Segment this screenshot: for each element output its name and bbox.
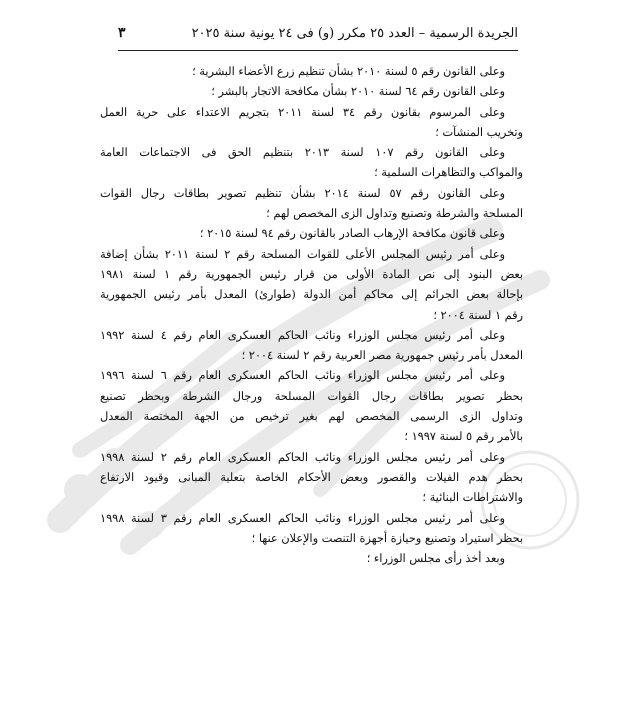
- paragraph-line: وعلى أمر رئيس مجلس الوزراء ونائب الحاكم العسكرى العام رقم ٦ لسنة ١٩٩٦: [100, 369, 505, 383]
- paragraph-line: بحظر هدم الفيلات والقصور وبعض الأحكام الخاصة بتعلية المبانى وقيود الارتفاع: [100, 470, 523, 484]
- paragraph-line: رقم ١ لسنة ٢٠٠٤ ؛: [433, 308, 523, 322]
- paragraph-line: وعلى القانون رقم ٥٧ لسنة ٢٠١٤ بشأن تنظيم تصوير بطاقات رجال القوات: [100, 186, 505, 200]
- paragraph-line: المعدل بأمر رئيس جمهورية مصر العربية رقم ٢ لسنة ٢٠٠٤ ؛: [241, 349, 523, 363]
- paragraph-line: والمواكب والتظاهرات السلمية ؛: [374, 166, 523, 180]
- document-body: [100, 62, 523, 569]
- paragraph-line: المسلحة والشرطة وتصنيع وتداول الزى المخصص لهم ؛: [266, 207, 523, 221]
- paragraph-line: وتخريب المنشآت ؛: [435, 125, 523, 139]
- page-header: [118, 26, 518, 46]
- paragraph-line: بإحالة بعض الجرائم إلى محاكم أمن الدولة (طوارئ) المعدل بأمر رئيس الجمهورية: [100, 288, 523, 302]
- paragraph-line: وعلى أمر رئيس مجلس الوزراء ونائب الحاكم العسكرى العام رقم ٢ لسنة ١٩٩٨: [100, 450, 505, 464]
- paragraph-line: وعلى القانون رقم ٦٤ لسنة ٢٠١٠ بشأن مكافحة الاتجار بالبشر ؛: [211, 85, 505, 99]
- paragraph-line: وعلى أمر رئيس المجلس الأعلى للقوات المسلحة رقم ٢ لسنة ٢٠١١ بشأن إضافة: [100, 247, 505, 261]
- paragraph-line: وعلى أمر رئيس مجلس الوزراء ونائب الحاكم العسكرى العام رقم ٤ لسنة ١٩٩٢: [100, 328, 505, 342]
- page-number: ٣: [118, 25, 126, 41]
- paragraph-line: والاشتراطات البنائية ؛: [422, 491, 523, 505]
- paragraph-line: وعلى أمر رئيس مجلس الوزراء ونائب الحاكم العسكرى العام رقم ٣ لسنة ١٩٩٨: [100, 511, 505, 525]
- paragraph-line: وعلى القانون رقم ٥ لسنة ٢٠١٠ بشأن تنظيم زرع الأعضاء البشرية ؛: [192, 65, 505, 78]
- paragraph-line: وعلى المرسوم بقانون رقم ٣٤ لسنة ٢٠١١ بتجريم الاعتداء على حرية العمل: [100, 105, 505, 119]
- header-rule: [118, 50, 518, 51]
- paragraph-line: وبعد أخذ رأى مجلس الوزراء ؛: [366, 552, 505, 566]
- paragraph-line: وعلى قانون مكافحة الإرهاب الصادر بالقانون رقم ٩٤ لسنة ٢٠١٥ ؛: [199, 227, 505, 241]
- paragraph-line: بحظر تصوير بطاقات رجال القوات المسلحة ورجال الشرطة وبحظر تصنيع: [100, 389, 523, 403]
- paragraph-line: بعض البنود إلى نص المادة الأولى من قرار رئيس الجمهورية رقم ١ لسنة ١٩٨١: [100, 267, 523, 281]
- paragraph-line: وعلى القانون رقم ١٠٧ لسنة ٢٠١٣ بتنظيم الحق فى الاجتماعات العامة: [100, 146, 505, 160]
- paragraph-line: وتداول الزى الرسمى المخصص لهم بغير ترخيص من الجهة المختصة المعدل: [100, 410, 523, 424]
- header-title: الجريدة الرسمية – العدد ٢٥ مكرر (و) فى ٢٤ يونية سنة ٢٠٢٥: [191, 26, 518, 41]
- paragraph-line: بحظر استيراد وتصنيع وحيازة أجهزة التنصت والإعلان عنها ؛: [251, 531, 523, 545]
- paragraph-line: بالأمر رقم ٥ لسنة ١٩٩٧ ؛: [404, 430, 523, 444]
